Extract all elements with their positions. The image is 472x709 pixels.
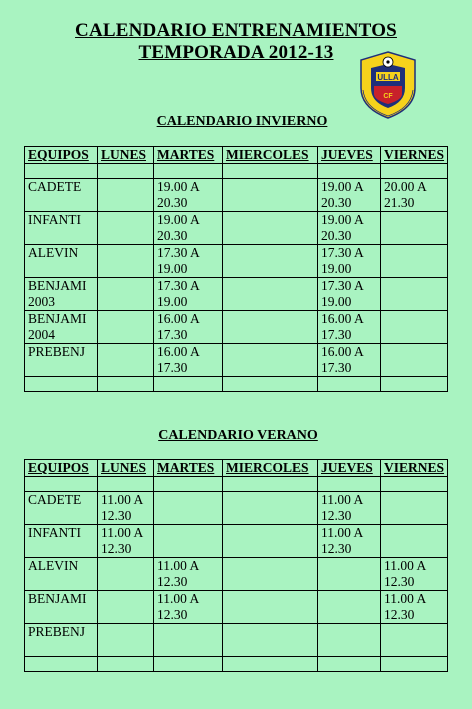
cell-line: INFANTI [28, 212, 81, 227]
winter-schedule-title: CALENDARIO INVIERNO [156, 114, 328, 129]
team-cell [25, 344, 98, 377]
jueves-cell [318, 179, 381, 212]
table-row [25, 245, 448, 278]
viernes-cell [381, 245, 448, 278]
table-row [25, 179, 448, 212]
table-row [25, 558, 448, 591]
table-row [25, 492, 448, 525]
cell-line: 20.00 A [384, 179, 427, 194]
lunes-cell [98, 212, 154, 245]
cell-line: 12.30 [384, 574, 415, 589]
cell-line: CADETE [28, 179, 82, 194]
spacer-row [25, 377, 448, 392]
cell-line: 16.00 A [321, 311, 364, 326]
cell-line: 16.00 A [157, 344, 200, 359]
lunes-cell [98, 245, 154, 278]
martes-cell [154, 492, 223, 525]
martes-cell [154, 212, 223, 245]
cell-line: 20.30 [157, 195, 188, 210]
martes-cell [154, 311, 223, 344]
cell-line: PREBENJ [28, 344, 86, 359]
jueves-cell [318, 558, 381, 591]
cell-line: 12.30 [321, 508, 352, 523]
cell-line: CADETE [28, 492, 82, 507]
svg-text:ULLA: ULLA [377, 73, 399, 82]
header-viernes: VIERNES [381, 147, 448, 164]
header-martes: MARTES [154, 460, 223, 477]
table-row [25, 278, 448, 311]
team-cell [25, 311, 98, 344]
cell-line: 2003 [28, 294, 55, 309]
cell-line: 12.30 [157, 607, 188, 622]
martes-cell [154, 278, 223, 311]
miercoles-cell [223, 558, 318, 591]
viernes-cell [381, 311, 448, 344]
cell-line: 19.00 A [157, 212, 200, 227]
cell-line: 20.30 [321, 228, 352, 243]
cell-line: 19.00 [157, 294, 188, 309]
cell-line: 11.00 A [101, 492, 144, 507]
jueves-cell [318, 344, 381, 377]
jueves-cell [318, 591, 381, 624]
table-row [25, 624, 448, 657]
miercoles-cell [223, 245, 318, 278]
header-equipos: EQUIPOS [25, 147, 98, 164]
lunes-cell [98, 278, 154, 311]
cell-line: 17.30 A [321, 278, 364, 293]
header-row [25, 460, 448, 477]
header-viernes: VIERNES [381, 460, 448, 477]
martes-cell [154, 591, 223, 624]
team-cell [25, 525, 98, 558]
cell-line: 17.30 [157, 360, 188, 375]
header-row [25, 147, 448, 164]
summer-schedule-table [24, 459, 448, 672]
season-subtitle: TEMPORADA 2012-13 [138, 42, 334, 63]
cell-line: 19.00 [321, 294, 352, 309]
header-miercoles: MIERCOLES [223, 460, 318, 477]
cell-line: 20.30 [321, 195, 352, 210]
viernes-cell [381, 558, 448, 591]
viernes-cell [381, 212, 448, 245]
header-miercoles: MIERCOLES [223, 147, 318, 164]
cell-line: 12.30 [321, 541, 352, 556]
martes-cell [154, 179, 223, 212]
jueves-cell [318, 245, 381, 278]
viernes-cell [381, 179, 448, 212]
cell-line: 17.30 A [157, 245, 200, 260]
cell-line: 19.00 [157, 261, 188, 276]
cell-line: 11.00 A [321, 525, 364, 540]
svg-text:CF: CF [383, 93, 393, 100]
lunes-cell [98, 311, 154, 344]
team-cell [25, 591, 98, 624]
cell-line: 11.00 A [157, 591, 200, 606]
cell-line: 19.00 A [157, 179, 200, 194]
miercoles-cell [223, 492, 318, 525]
table-row [25, 344, 448, 377]
viernes-cell [381, 492, 448, 525]
table-row [25, 525, 448, 558]
viernes-cell [381, 591, 448, 624]
lunes-cell [98, 525, 154, 558]
jueves-cell [318, 311, 381, 344]
cell-line: 12.30 [384, 607, 415, 622]
lunes-cell [98, 624, 154, 657]
header-equipos: EQUIPOS [25, 460, 98, 477]
cell-line: 12.30 [157, 574, 188, 589]
jueves-cell [318, 624, 381, 657]
cell-line: 19.00 A [321, 179, 364, 194]
table-row [25, 591, 448, 624]
team-cell [25, 624, 98, 657]
miercoles-cell [223, 278, 318, 311]
cell-line: 16.00 A [321, 344, 364, 359]
viernes-cell [381, 624, 448, 657]
cell-line: 19.00 [321, 261, 352, 276]
lunes-cell [98, 492, 154, 525]
cell-line: 19.00 A [321, 212, 364, 227]
miercoles-cell [223, 179, 318, 212]
header-martes: MARTES [154, 147, 223, 164]
winter-schedule-table [24, 146, 448, 392]
page-title: CALENDARIO ENTRENAMIENTOS [75, 20, 397, 41]
miercoles-cell [223, 624, 318, 657]
table-row [25, 212, 448, 245]
miercoles-cell [223, 344, 318, 377]
cell-line: 17.30 [321, 360, 352, 375]
cell-line: 20.30 [157, 228, 188, 243]
jueves-cell [318, 278, 381, 311]
lunes-cell [98, 179, 154, 212]
viernes-cell [381, 344, 448, 377]
team-cell [25, 179, 98, 212]
cell-line: BENJAMI [28, 278, 87, 293]
summer-schedule-title: CALENDARIO VERANO [158, 428, 318, 443]
cell-line: BENJAMI [28, 591, 87, 606]
spacer-row [25, 477, 448, 492]
martes-cell [154, 624, 223, 657]
header-jueves: JUEVES [318, 460, 381, 477]
miercoles-cell [223, 525, 318, 558]
lunes-cell [98, 558, 154, 591]
cell-line: ALEVIN [28, 558, 79, 573]
header-lunes: LUNES [98, 460, 154, 477]
miercoles-cell [223, 591, 318, 624]
header-lunes: LUNES [98, 147, 154, 164]
cell-line: 21.30 [384, 195, 415, 210]
jueves-cell [318, 525, 381, 558]
cell-line: INFANTI [28, 525, 81, 540]
cell-line: 17.30 A [321, 245, 364, 260]
cell-line: 12.30 [101, 508, 132, 523]
spacer-row [25, 657, 448, 672]
cell-line: 11.00 A [384, 591, 427, 606]
club-crest-logo [357, 50, 419, 120]
miercoles-cell [223, 311, 318, 344]
cell-line: 11.00 A [101, 525, 144, 540]
lunes-cell [98, 344, 154, 377]
jueves-cell [318, 212, 381, 245]
team-cell [25, 558, 98, 591]
cell-line: 11.00 A [384, 558, 427, 573]
team-cell [25, 245, 98, 278]
jueves-cell [318, 492, 381, 525]
table-row [25, 311, 448, 344]
spacer-row [25, 164, 448, 179]
martes-cell [154, 344, 223, 377]
header-jueves: JUEVES [318, 147, 381, 164]
cell-line: 16.00 A [157, 311, 200, 326]
martes-cell [154, 245, 223, 278]
viernes-cell [381, 278, 448, 311]
viernes-cell [381, 525, 448, 558]
martes-cell [154, 558, 223, 591]
team-cell [25, 492, 98, 525]
cell-line: 11.00 A [321, 492, 364, 507]
miercoles-cell [223, 212, 318, 245]
team-cell [25, 212, 98, 245]
cell-line: 17.30 A [157, 278, 200, 293]
cell-line: 12.30 [101, 541, 132, 556]
martes-cell [154, 525, 223, 558]
cell-line: 2004 [28, 327, 55, 342]
team-cell [25, 278, 98, 311]
cell-line: BENJAMI [28, 311, 87, 326]
cell-line: PREBENJ [28, 624, 86, 639]
cell-line: ALEVIN [28, 245, 79, 260]
lunes-cell [98, 591, 154, 624]
cell-line: 11.00 A [157, 558, 200, 573]
cell-line: 17.30 [321, 327, 352, 342]
cell-line: 17.30 [157, 327, 188, 342]
